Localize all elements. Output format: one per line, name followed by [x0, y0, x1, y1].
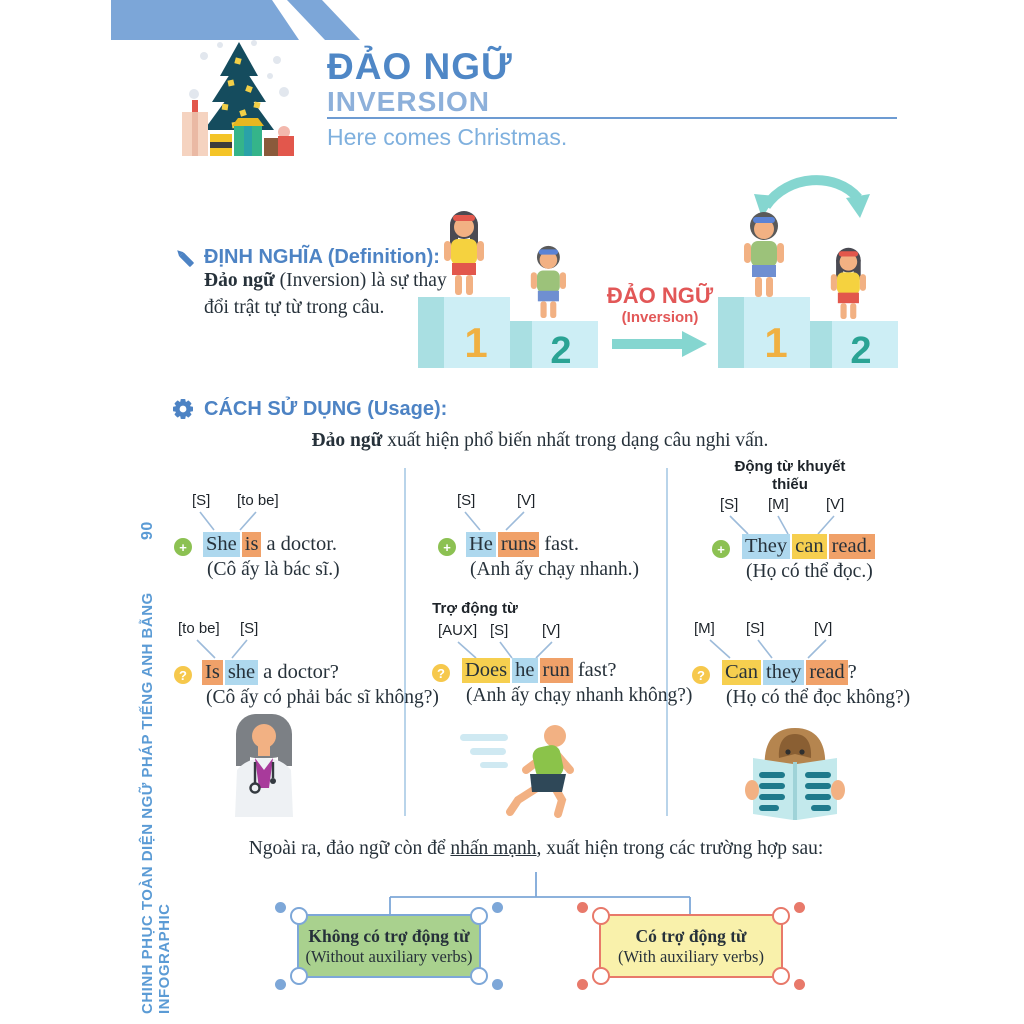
- translation: (Cô ấy có phải bác sĩ không?): [206, 687, 439, 708]
- token-rest: ?: [847, 661, 857, 683]
- corner-dot: [794, 979, 805, 990]
- grammar-label: [AUX]: [438, 622, 478, 639]
- note-emphasis: nhấn mạnh: [450, 838, 537, 859]
- token-verb: Is: [202, 660, 223, 685]
- token-rest: a doctor?: [263, 661, 339, 683]
- token-verb: run: [540, 658, 573, 683]
- corner-dot: [275, 979, 286, 990]
- token-subject: He: [466, 532, 496, 557]
- branch-without-aux: [297, 914, 481, 978]
- grammar-label: [S]: [720, 496, 739, 513]
- sidebar-book-title: CHINH PHỤC TOÀN DIỆN NGỮ PHÁP TIẾNG ANH BẰNG INFOGRAPHIC: [139, 592, 173, 1014]
- branch-subtitle: (Without auxiliary verbs): [305, 946, 473, 966]
- token-rest: fast?: [577, 659, 617, 681]
- right-arrow-icon: [612, 330, 708, 358]
- grammar-label: [S]: [192, 492, 211, 509]
- rank-1-label: 1: [464, 319, 488, 366]
- branch-connector: [380, 872, 700, 916]
- label-connector-lines: [680, 638, 930, 662]
- rank-2-label: 2: [550, 330, 572, 368]
- page-title: ĐẢO NGỮ: [327, 46, 513, 87]
- pencil-icon: [172, 245, 198, 271]
- note-pre: Ngoài ra, đảo ngữ còn để: [248, 838, 451, 859]
- grammar-label: [S]: [457, 492, 476, 509]
- usage-intro: [240, 430, 840, 452]
- example-is-she: [170, 620, 439, 716]
- corner-dot: [275, 902, 286, 913]
- grammar-label: [M]: [768, 496, 789, 513]
- page-number: 90: [139, 521, 156, 540]
- notch: [772, 907, 790, 925]
- translation: (Cô ấy là bác sĩ.): [207, 559, 340, 580]
- example-can-they-read: [680, 620, 930, 716]
- token-rest: fast.: [544, 533, 579, 555]
- question-mark-icon: ?: [174, 666, 192, 684]
- token-modal: Can: [722, 660, 761, 685]
- token-subject: she: [225, 660, 258, 685]
- modal-verb-annotation: Động từ khuyết thiếu: [734, 458, 846, 493]
- token-subject: She: [203, 532, 240, 557]
- notch: [290, 907, 308, 925]
- grammar-label: [V]: [517, 492, 536, 509]
- notch: [592, 907, 610, 925]
- token-aux: Does: [462, 658, 510, 683]
- token-verb: is: [242, 532, 262, 557]
- branch-with-aux: [599, 914, 783, 978]
- aux-verb-annotation: Trợ động từ: [432, 600, 518, 617]
- plus-icon: +: [174, 538, 192, 556]
- grammar-label: [M]: [694, 620, 715, 637]
- gear-icon: [170, 396, 196, 422]
- note-line: [196, 838, 876, 860]
- token-verb: read: [806, 660, 847, 685]
- grammar-label: [to be]: [178, 620, 220, 637]
- grammar-label: [S]: [240, 620, 259, 637]
- branch-title: Có trợ động từ: [635, 925, 747, 946]
- definition-heading: ĐỊNH NGHĨA (Definition):: [204, 246, 440, 268]
- runner-illustration: [458, 722, 598, 822]
- corner-dot: [492, 979, 503, 990]
- grammar-label: [S]: [746, 620, 765, 637]
- usage-intro-bold: Đảo ngữ: [311, 430, 383, 451]
- grammar-label: [to be]: [237, 492, 279, 509]
- reader-illustration: [745, 728, 845, 823]
- rank-2-label: 2: [850, 330, 872, 368]
- grammar-label: [V]: [814, 620, 833, 637]
- notch: [772, 967, 790, 985]
- grammar-label: [V]: [826, 496, 845, 513]
- token-subject: They: [742, 534, 790, 559]
- christmas-tree-illustration: [180, 36, 298, 158]
- label-connector-lines: [170, 638, 420, 662]
- example-does-he-run: [420, 600, 693, 718]
- label-connector-lines: [432, 510, 662, 534]
- token-subject: they: [763, 660, 804, 685]
- example-he-runs: [432, 492, 662, 588]
- plus-icon: +: [712, 540, 730, 558]
- translation: (Họ có thể đọc.): [746, 561, 873, 582]
- example-they-can-read: [690, 458, 930, 590]
- token-subject: he: [512, 658, 537, 683]
- definition-text: (Inversion) là sự thay đổi trật tự từ trong câu.: [204, 270, 447, 318]
- banner-ribbon: [0, 0, 1024, 46]
- token-modal: can: [792, 534, 826, 559]
- grammar-label: [S]: [490, 622, 509, 639]
- definition-body: [204, 268, 454, 322]
- curved-swap-arrow-icon: [754, 180, 870, 218]
- inversion-callout-title: ĐẢO NGỮ: [606, 283, 714, 308]
- grammar-label: [V]: [542, 622, 561, 639]
- corner-dot: [577, 979, 588, 990]
- branch-title: Không có trợ động từ: [308, 925, 470, 946]
- page-subtitle: INVERSION: [327, 86, 491, 117]
- notch: [470, 967, 488, 985]
- usage-intro-rest: xuất hiện phổ biến nhất trong dạng câu nghi vấn.: [382, 430, 769, 451]
- label-connector-lines: [420, 640, 680, 660]
- label-connector-lines: [690, 514, 930, 536]
- label-connector-lines: [172, 510, 402, 534]
- corner-dot: [794, 902, 805, 913]
- branch-subtitle: (With auxiliary verbs): [618, 946, 764, 966]
- translation: (Anh ấy chạy nhanh không?): [466, 685, 693, 706]
- notch: [290, 967, 308, 985]
- plus-icon: +: [438, 538, 456, 556]
- question-mark-icon: ?: [692, 666, 710, 684]
- inversion-callout: [600, 283, 720, 326]
- doctor-illustration: [225, 712, 303, 818]
- inversion-callout-sub: (Inversion): [621, 309, 699, 326]
- corner-dot: [577, 902, 588, 913]
- example-she-is: [172, 492, 402, 588]
- translation: (Họ có thể đọc không?): [726, 687, 911, 708]
- notch: [592, 967, 610, 985]
- question-mark-icon: ?: [432, 664, 450, 682]
- token-rest: a doctor.: [266, 533, 338, 555]
- notch: [470, 907, 488, 925]
- rank-1-label: 1: [764, 319, 788, 366]
- header-tagline: Here comes Christmas.: [327, 124, 568, 150]
- podium-before-illustration: [418, 205, 598, 368]
- note-post: , xuất hiện trong các trường hợp sau:: [536, 838, 824, 859]
- corner-dot: [492, 902, 503, 913]
- token-verb: read.: [829, 534, 875, 559]
- translation: (Anh ấy chạy nhanh.): [470, 559, 639, 580]
- definition-term: Đảo ngữ: [204, 270, 275, 291]
- podium-after-illustration: [718, 172, 898, 368]
- header-divider: [327, 117, 897, 119]
- usage-heading: CÁCH SỬ DỤNG (Usage):: [204, 398, 448, 420]
- token-verb: runs: [498, 532, 539, 557]
